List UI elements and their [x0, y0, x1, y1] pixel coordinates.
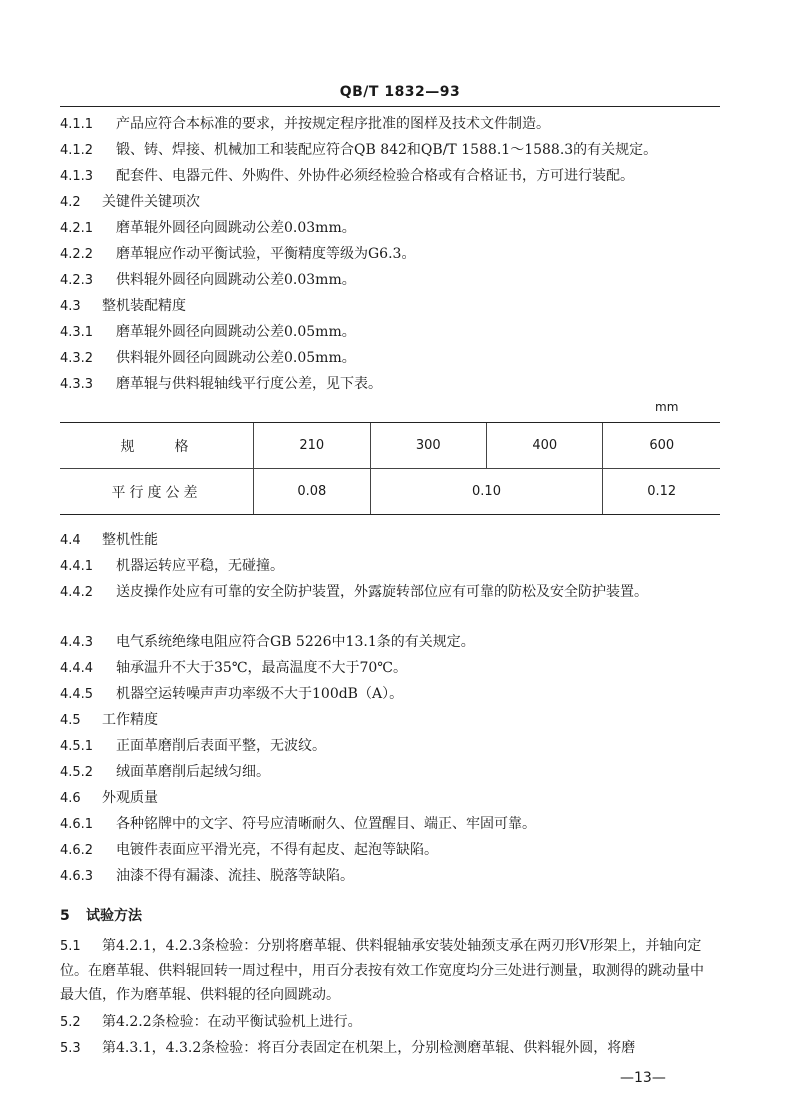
- clause-5-1: 5.1 第4.2.1，4.2.3条检验：分别将磨革辊、供料辊轴承安装处轴颈支承在两刃形V形架上，并轴向定位。在磨革辊、供料辊回转一周过程中，用百分表按有效工作宽度均分三处进行测量，取测得的跳动量中最大值，作为磨革辊、供料辊的径向圆跳动。: [60, 938, 704, 1003]
- table-row: [60, 469, 720, 515]
- clause-5-2: 5.2 第4.2.2条检验：在动平衡试验机上进行。: [60, 1014, 362, 1030]
- clause-4-2-3: 4.2.3 供料辊外圆径向圆跳动公差0.03mm。: [60, 272, 356, 288]
- table-size-cell: 600: [603, 423, 720, 469]
- clause-4-1-2: 4.1.2 锻、铸、焊接、机械加工和装配应符合QB 842和QB/T 1588.1～1588.3的有关规定。: [60, 142, 658, 158]
- parallelism-table: [60, 422, 720, 515]
- clause-4-4-1: 4.4.1 机器运转应平稳，无碰撞。: [60, 558, 284, 574]
- clause-4-4-2: 4.4.2 送皮操作处应有可靠的安全防护装置，外露旋转部位应有可靠的防松及安全防护装置。: [60, 584, 648, 600]
- page-number: —13—: [620, 1070, 666, 1086]
- clause-4-3: 4.3 整机装配精度: [60, 298, 186, 314]
- clause-4-4: 4.4 整机性能: [60, 532, 158, 548]
- table-value-cell: 0.10: [370, 469, 603, 515]
- clause-4-5-2: 4.5.2 绒面革磨削后起绒匀细。: [60, 764, 270, 780]
- table-value-cell: 0.12: [603, 469, 720, 515]
- clause-4-2: 4.2 关键件关键项次: [60, 194, 200, 210]
- clause-4-3-1: 4.3.1 磨革辊外圆径向圆跳动公差0.05mm。: [60, 324, 356, 340]
- clause-4-4-5: 4.4.5 机器空运转噪声声功率级不大于100dB（A）。: [60, 686, 404, 702]
- table-size-cell: 210: [254, 423, 371, 469]
- clause-4-2-2: 4.2.2 磨革辊应作动平衡试验，平衡精度等级为G6.3。: [60, 246, 416, 262]
- clause-4-6: 4.6 外观质量: [60, 790, 158, 806]
- table-row: [60, 423, 720, 469]
- clause-4-4-3: 4.4.3 电气系统绝缘电阻应符合GB 5226中13.1条的有关规定。: [60, 634, 475, 650]
- clause-4-5-1: 4.5.1 正面革磨削后表面平整，无波纹。: [60, 738, 326, 754]
- clause-4-3-3: 4.3.3 磨革辊与供料辊轴线平行度公差，见下表。: [60, 376, 382, 392]
- header-rule: [60, 106, 720, 107]
- table-unit: mm: [655, 400, 679, 414]
- clause-4-6-1: 4.6.1 各种铭牌中的文字、符号应清晰耐久、位置醒目、端正、牢固可靠。: [60, 816, 536, 832]
- table-value-cell: 0.08: [254, 469, 371, 515]
- clause-4-1-3: 4.1.3 配套件、电器元件、外购件、外协件必须经检验合格或有合格证书，方可进行装配。: [60, 168, 634, 184]
- clause-4-6-3: 4.6.3 油漆不得有漏漆、流挂、脱落等缺陷。: [60, 868, 354, 884]
- clause-5-3: 5.3 第4.3.1，4.3.2条检验：将百分表固定在机架上，分别检测磨革辊、供料辊外圆，将磨: [60, 1040, 636, 1056]
- table-size-cell: 300: [370, 423, 486, 469]
- clause-4-1-1: 4.1.1 产品应符合本标准的要求，并按规定程序批准的图样及技术文件制造。: [60, 116, 550, 132]
- table-header-label: 规 格: [60, 423, 254, 469]
- clause-4-2-1: 4.2.1 磨革辊外圆径向圆跳动公差0.03mm。: [60, 220, 356, 236]
- clause-4-5: 4.5 工作精度: [60, 712, 158, 728]
- page-header: QB/T 1832—93: [339, 84, 461, 100]
- section-5-heading: 5 试验方法: [60, 908, 142, 924]
- table-row-label: 平行度公差: [60, 469, 254, 515]
- clause-4-6-2: 4.6.2 电镀件表面应平滑光亮，不得有起皮、起泡等缺陷。: [60, 842, 438, 858]
- clause-4-4-4: 4.4.4 轴承温升不大于35℃，最高温度不大于70℃。: [60, 660, 407, 676]
- clause-4-3-2: 4.3.2 供料辊外圆径向圆跳动公差0.05mm。: [60, 350, 356, 366]
- table-size-cell: 400: [487, 423, 603, 469]
